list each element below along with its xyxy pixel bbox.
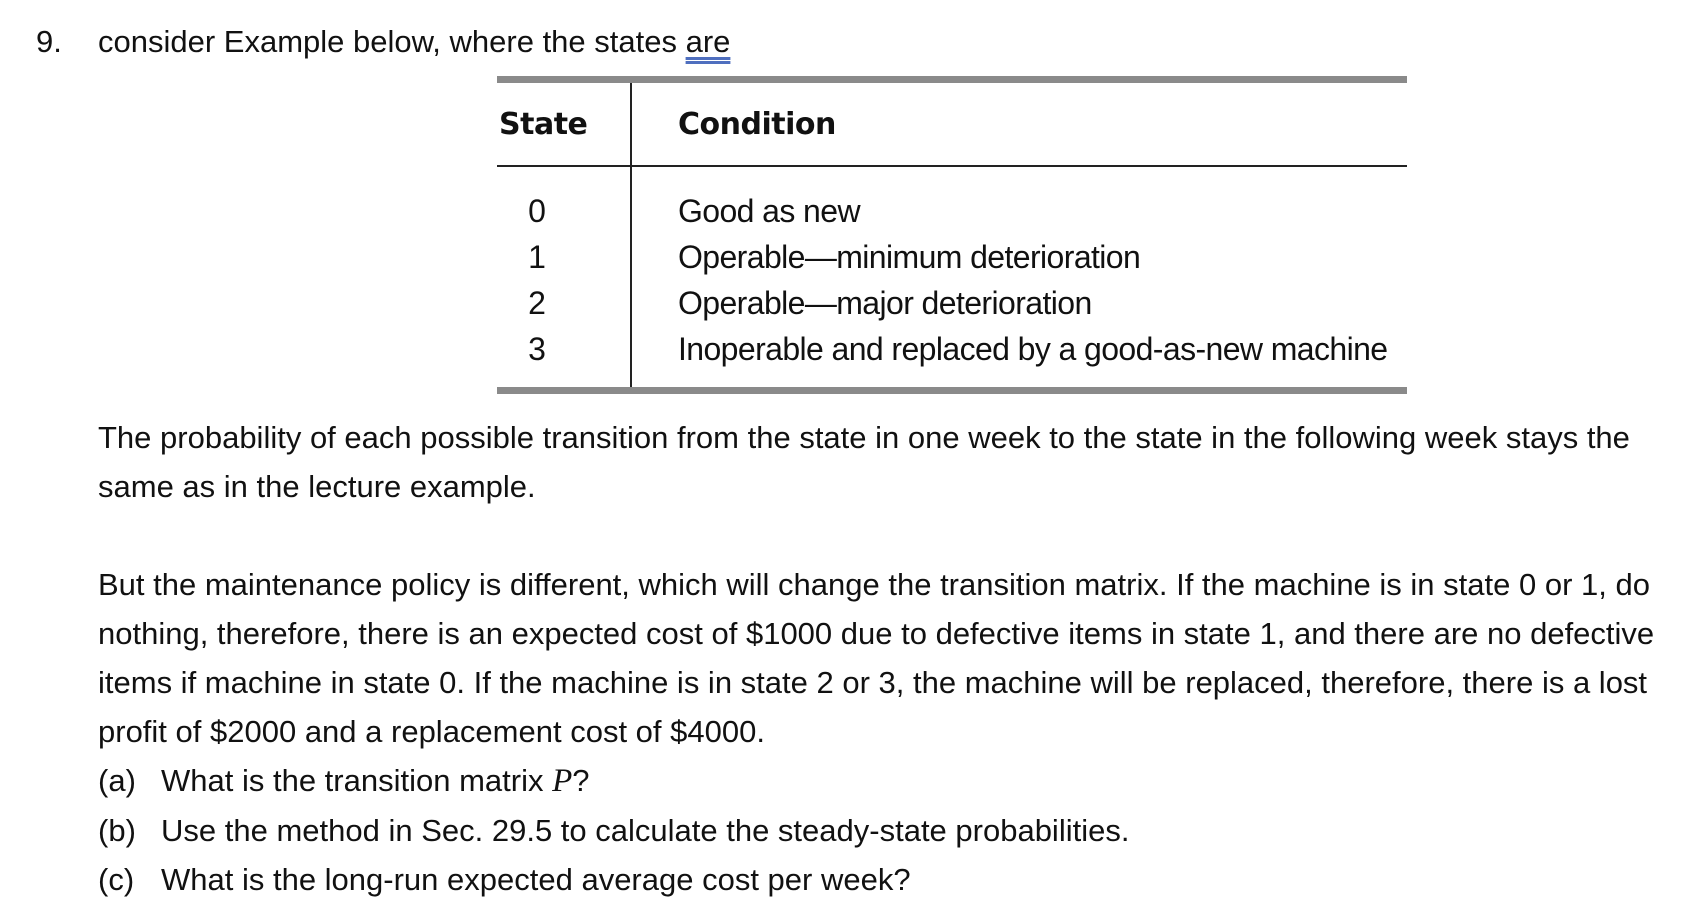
part-a	[98, 756, 1129, 806]
state-condition-table	[497, 76, 1407, 394]
header-state: State	[499, 107, 588, 142]
state-cell-0: 0	[528, 193, 546, 229]
question-intro	[98, 22, 730, 62]
state-column	[497, 188, 577, 372]
part-b	[98, 806, 1129, 855]
part-b-label: (b)	[98, 813, 136, 848]
part-a-text: What is the transition matrix	[161, 763, 553, 798]
part-a-math-symbol: P	[552, 763, 573, 799]
part-a-label: (a)	[98, 763, 136, 798]
paragraph-transition-probability: The probability of each possible transition from the state in one week to the state in the following week stays the same as in the lecture example.	[98, 420, 1630, 504]
question-parts	[98, 756, 1129, 904]
header-condition: Condition	[678, 107, 836, 142]
table-top-rule	[497, 76, 1407, 83]
state-cell-1: 1	[528, 239, 546, 275]
state-cell-3: 3	[528, 331, 546, 367]
question-intro-text: consider Example below, where the states	[98, 24, 686, 59]
condition-cell-2: Operable—major deterioration	[678, 285, 1092, 321]
table-bottom-rule	[497, 387, 1407, 394]
question-number: 9.	[36, 24, 62, 59]
condition-cell-0: Good as new	[678, 193, 860, 229]
question-intro-underlined-word: are	[685, 24, 731, 59]
condition-column	[678, 188, 1387, 372]
table-column-divider	[630, 83, 632, 387]
table-header-rule	[497, 165, 1407, 167]
state-cell-2: 2	[528, 285, 546, 321]
condition-cell-1: Operable—minimum deterioration	[678, 239, 1141, 275]
part-c	[98, 855, 1129, 904]
paragraph-maintenance-policy: But the maintenance policy is different, which will change the transition matrix. If the machine is in state 0 or 1, do nothing, therefore, there is an expected cost of $1000 due to defective items in state 1, and there are no defective items if machine in state 0. If the machine is in state 2 or 3, the machine will be replaced, therefore, there is a lost profit of $2000 and a replacement cost of $4000.	[98, 567, 1655, 749]
condition-cell-3: Inoperable and replaced by a good-as-new machine	[678, 331, 1388, 367]
part-c-label: (c)	[98, 862, 135, 897]
part-a-suffix: ?	[572, 763, 590, 798]
part-b-text: Use the method in Sec. 29.5 to calculate the steady-state probabilities.	[161, 813, 1130, 848]
part-c-text: What is the long-run expected average cost per week?	[161, 862, 911, 897]
